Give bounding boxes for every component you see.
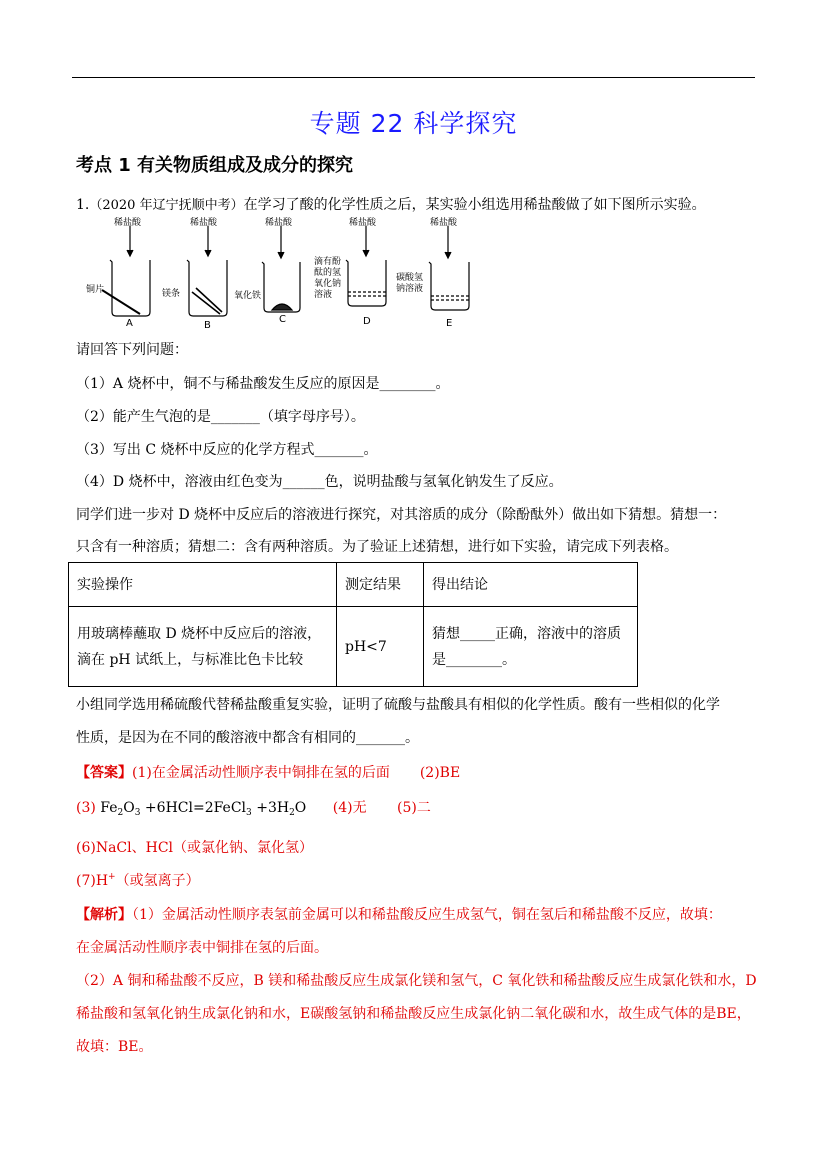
table-cell-result: pH<7: [337, 607, 424, 687]
table-cell-conclusion: [424, 607, 638, 687]
paragraph-2-line-2: 性质，是因为在不同的酸溶液中都含有相同的_______。: [76, 730, 419, 746]
question-3: （3）写出 C 烧杯中反应的化学方程式_______。: [76, 442, 378, 458]
answer-7: [76, 870, 200, 890]
table-cell-operation: [69, 607, 337, 687]
table-row: [69, 607, 638, 687]
side-label-d-2: 酞的氢: [314, 268, 342, 278]
side-label-b: 镁条: [162, 289, 181, 299]
answer-7-main: (7)H: [76, 873, 109, 889]
answer-1: (1)在金属活动性顺序表中铜排在氢的后面: [132, 765, 390, 781]
analysis-label: 【解析】: [76, 907, 132, 923]
side-label-d-1: 滴有酚: [314, 257, 342, 267]
answer-4: (4)无: [332, 800, 367, 816]
side-label-d-3: 氧化钠: [314, 279, 342, 289]
analysis-2-line-3: 故填：BE。: [76, 1039, 153, 1055]
answer-label: 【答案】: [76, 765, 132, 781]
conclusion-line-2: 是________。: [432, 651, 516, 668]
table-header-cell: 测定结果: [337, 563, 424, 607]
answer-2: (2)BE: [419, 765, 461, 781]
section-heading: 考点 1 有关物质组成及成分的探究: [76, 155, 354, 176]
answer-3-prefix: (3): [76, 800, 96, 816]
question-number: 1.: [76, 197, 90, 213]
acid-label-d: 稀盐酸: [349, 218, 377, 228]
operation-line-2: 滴在 pH 试纸上，与标准比色卡比较: [77, 651, 304, 668]
page-title: 专题 22 科学探究: [309, 109, 518, 138]
answer-6: (6)NaCl、HCl（或氯化钠、氯化氢）: [76, 840, 314, 856]
question-4: （4）D 烧杯中，溶液由红色变为______色，说明盐酸与氢氧化钠发生了反应。: [76, 474, 563, 490]
table-header-row: [69, 563, 638, 607]
beaker-letter-c: C: [279, 314, 286, 325]
question-intro: [76, 194, 706, 214]
analysis-2-line-1: （2）A 铜和稀盐酸不反应，B 镁和稀盐酸反应生成氯化镁和氢气，C 氧化铁和稀盐酸反应生成氯化铁和水，D: [76, 973, 757, 989]
beaker-letter-b: B: [204, 320, 211, 330]
question-source: （2020 年辽宁抚顺中考）: [89, 198, 244, 213]
analysis-line-1: [76, 904, 722, 924]
paragraph-1-line-1: 同学们进一步对 D 烧杯中反应后的溶液进行探究，对其溶质的成分（除酚酞外）做出如下猜想。猜想一：: [76, 507, 727, 523]
header-rule: [72, 77, 755, 78]
operation-line-1: 用玻璃棒蘸取 D 烧杯中反应后的溶液，: [77, 625, 322, 642]
side-label-d-4: 溶液: [314, 290, 333, 300]
acid-label-b: 稀盐酸: [190, 218, 218, 228]
side-label-c: 氧化铁: [234, 291, 262, 301]
answer-5: (5)二: [397, 800, 431, 816]
conclusion-line-1: 猜想_____正确，溶液中的溶质: [432, 625, 621, 642]
chemical-equation: $Fe_2O_3$ +6HCl=2FeCl$_3$ $+3H_2O$: [100, 800, 307, 818]
question-2: （2）能产生气泡的是_______（填字母序号）。: [76, 409, 365, 425]
question-intro-text: 在学习了酸的化学性质之后，某实验小组选用稀盐酸做了如下图所示实验。: [243, 197, 706, 213]
answer-7-sup: +: [108, 872, 116, 882]
acid-label-a: 稀盐酸: [114, 218, 142, 228]
side-label-a: 铜片: [86, 285, 105, 295]
paragraph-2-line-1: 小组同学选用稀硫酸代替稀盐酸重复实验，证明了硫酸与盐酸具有相似的化学性质。酸有一些相似的化学: [76, 697, 720, 713]
beaker-letter-d: D: [363, 316, 371, 327]
analysis-2-line-2: 稀盐酸和氢氧化钠生成氯化钠和水，E碳酸氢钠和稀盐酸反应生成氯化钠二氧化碳和水，故生成气体的是BE，: [76, 1006, 751, 1022]
side-label-e-1: 碳酸氢: [396, 273, 424, 283]
experiment-figure: [84, 216, 484, 330]
answer-line-1: [76, 762, 460, 782]
analysis-1-line-2: 在金属活动性顺序表中铜排在氢的后面。: [76, 940, 328, 956]
beaker-letter-e: E: [446, 318, 453, 329]
answer-7-rest: （或氢离子）: [115, 873, 200, 889]
answer-line-3: [76, 797, 431, 818]
table-header-cell: 实验操作: [69, 563, 337, 607]
table-header-cell: 得出结论: [424, 563, 638, 607]
paragraph-1-line-2: 只含有一种溶质；猜想二：含有两种溶质。为了验证上述猜想，进行如下实验，请完成下列表格。: [76, 539, 678, 555]
prompt: 请回答下列问题：: [76, 342, 188, 358]
acid-label-c: 稀盐酸: [265, 218, 293, 228]
acid-label-e: 稀盐酸: [430, 218, 458, 228]
question-1: （1）A 烧杯中，铜不与稀盐酸发生反应的原因是________。: [76, 376, 450, 392]
experiment-table: [68, 562, 638, 687]
beaker-letter-a: A: [126, 318, 133, 329]
side-label-e-2: 钠溶液: [396, 284, 424, 294]
analysis-1-line-1: （1）金属活动性顺序表氢前金属可以和稀盐酸反应生成氢气，铜在氢后和稀盐酸不反应，故填：: [132, 907, 722, 923]
